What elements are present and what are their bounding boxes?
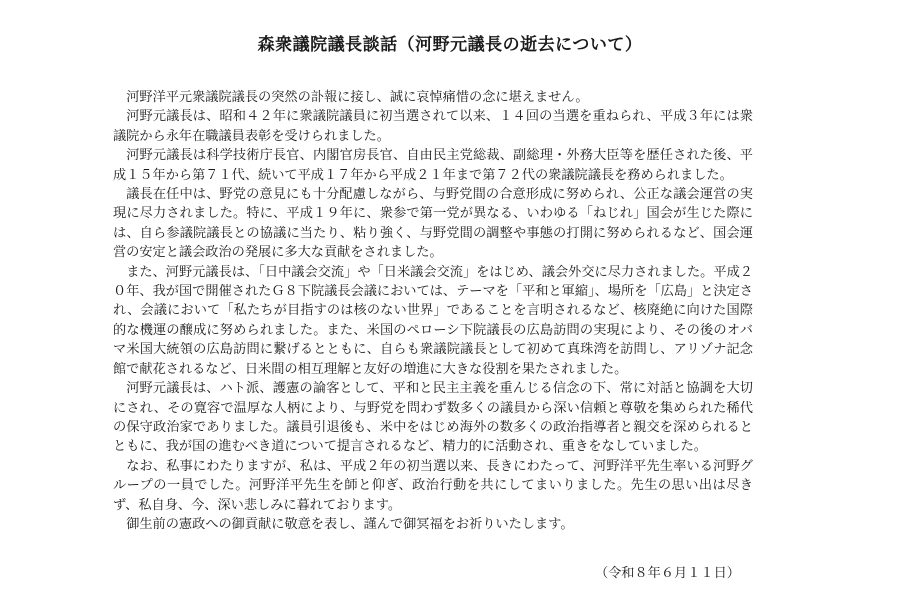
paragraph-diplomacy: また、河野元議長は、「日中議会交流」や「日米議会交流」をはじめ、議会外交に尽力されました。平成２０年、我が国で開催されたＧ８下院議長会議においては、テーマを「平和と軍縮」、場所を「広島」と決定され、会議において「私たちが目指すのは核のない世界」であることを言明されるなど、核廃絶に向けた国際的な機運の醸成に努められました。また、米国のペローシ下院議長の広島訪問の実現により、その後のオバマ米国大統領の広島訪問に繋げるとともに、自らも衆議院議長として初めて真珠湾を訪問し、アリゾナ記念館で献花されるなど、日米間の相互理解と友好の増進に大きな役割を果たされました。 (113, 264, 753, 377)
document-date: （令和８年６月１１日） (594, 566, 740, 581)
paragraph-speaker-tenure: 議長在任中は、野党の意見にも十分配慮しながら、与野党間の合意形成に努められ、公正な議会運営の実現に尽力されました。特に、平成１９年に、衆参で第一党が異なる、いわゆる「ねじれ」国会が生じた際には、自ら参議院議長との協議に当たり、粘り強く、与野党間の調整や事態の打開に努められるなど、国会運営の安定と議会政治の発展に多大な貢献をされました。 (113, 187, 753, 261)
paragraph-personal: なお、私事にわたりますが、私は、平成２年の初当選以来、長きにわたって、河野洋平先生率いる河野グループの一員でした。河野洋平先生を師と仰ぎ、政治行動を共にしてまいりました。先生の思い出は尽きず、私自身、今、深い悲しみに暮れております。 (113, 458, 753, 513)
document-title: 森衆議院議長談話（河野元議長の逝去について） (257, 35, 643, 55)
paragraph-positions: 河野元議長は科学技術庁長官、内閣官房長官、自由民主党総裁、副総理・外務大臣等を歴任された後、平成１５年から第７１代、続いて平成１７年から平成２１年まで第７２代の衆議院議長を務められました。 (113, 148, 753, 183)
document-body (113, 88, 753, 534)
paragraph-character: 河野元議長は、ハト派、護憲の論客として、平和と民主主義を重んじる信念の下、常に対話と協調を大切にされ、その寛容で温厚な人柄により、与野党を問わず数多くの議員から深い信頼と尊敬を集められた稀代の保守政治家でありました。議員引退後も、米中をはじめ海外の数多くの政治指導者と親交を深められるとともに、我が国の進むべき道について提言されるなど、精力的に活動され、重きをなしていました。 (113, 381, 753, 455)
paragraph-closing: 御生前の憲政への御貢献に敬意を表し、謹んで御冥福をお祈りいたします。 (126, 516, 574, 532)
paragraph-career: 河野元議長は、昭和４２年に衆議院議員に初当選されて以来、１４回の当選を重ねられ、平成３年には衆議院から永年在職議員表彰を受けられました。 (113, 109, 753, 144)
paragraph-condolence: 河野洋平元衆議院議長の突然の訃報に接し、誠に哀悼痛惜の念に堪えません。 (126, 90, 589, 105)
